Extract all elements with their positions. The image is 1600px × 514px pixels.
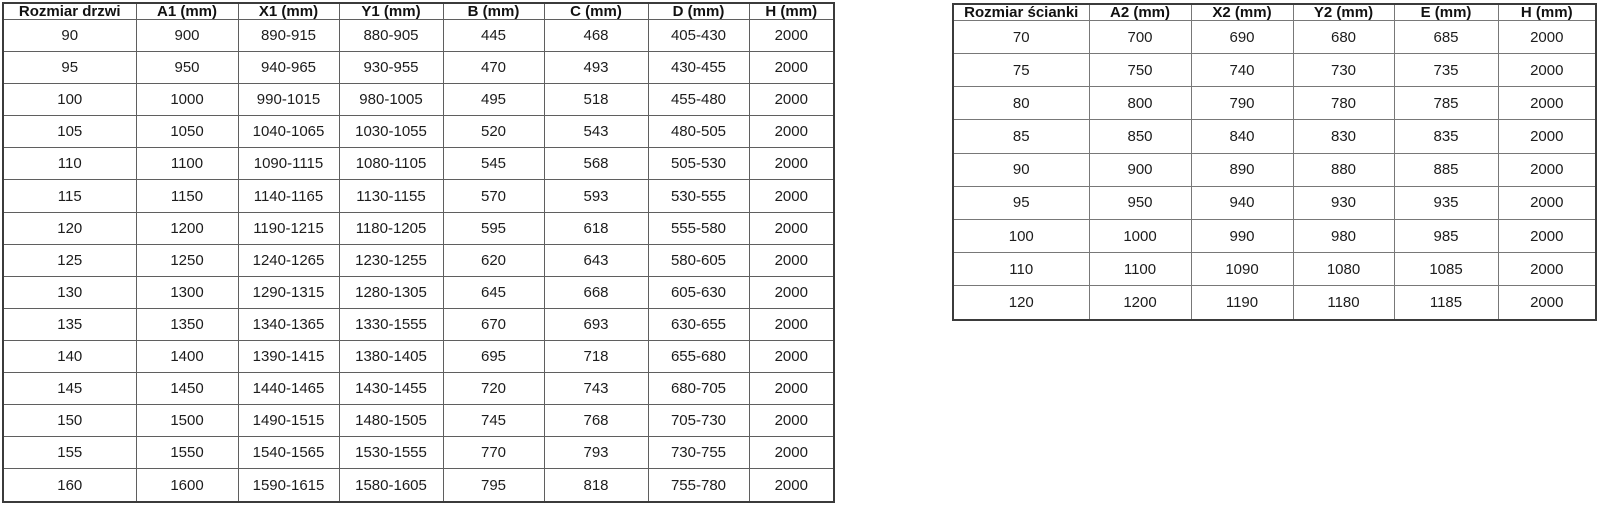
- column-header: D (mm): [648, 3, 749, 20]
- table-cell: 643: [544, 244, 648, 276]
- table-cell: 1390-1415: [238, 340, 339, 372]
- table-cell: 90: [3, 20, 136, 52]
- table-row: [3, 180, 834, 212]
- table-row: [953, 21, 1596, 54]
- table-cell: 1300: [136, 276, 238, 308]
- table-cell: 755-780: [648, 469, 749, 502]
- table-cell: 1330-1555: [339, 308, 443, 340]
- table-cell: 495: [443, 84, 544, 116]
- table-cell: 693: [544, 308, 648, 340]
- column-header: Y1 (mm): [339, 3, 443, 20]
- table-cell: 543: [544, 116, 648, 148]
- table-cell: 1380-1405: [339, 340, 443, 372]
- table-cell: 1100: [136, 148, 238, 180]
- table-cell: 1480-1505: [339, 405, 443, 437]
- table-cell: 890: [1191, 153, 1293, 186]
- table-cell: 2000: [749, 405, 834, 437]
- column-header: A2 (mm): [1089, 4, 1191, 21]
- table-cell: 110: [953, 253, 1089, 286]
- table-cell: 125: [3, 244, 136, 276]
- table-cell: 690: [1191, 21, 1293, 54]
- table-cell: 840: [1191, 120, 1293, 153]
- table-row: [3, 20, 834, 52]
- table-cell: 950: [136, 52, 238, 84]
- table-cell: 730-755: [648, 437, 749, 469]
- table-cell: 2000: [749, 52, 834, 84]
- table-cell: 2000: [749, 116, 834, 148]
- table-cell: 900: [136, 20, 238, 52]
- table-cell: 2000: [749, 308, 834, 340]
- table-cell: 505-530: [648, 148, 749, 180]
- table-cell: 2000: [749, 469, 834, 502]
- table-cell: 140: [3, 340, 136, 372]
- table-cell: 830: [1293, 120, 1394, 153]
- table-row: [3, 469, 834, 502]
- table-cell: 520: [443, 116, 544, 148]
- table-cell: 1280-1305: [339, 276, 443, 308]
- table-cell: 630-655: [648, 308, 749, 340]
- table-cell: 1600: [136, 469, 238, 502]
- table-cell: 980-1005: [339, 84, 443, 116]
- table-cell: 730: [1293, 54, 1394, 87]
- table-cell: 110: [3, 148, 136, 180]
- column-header: A1 (mm): [136, 3, 238, 20]
- table-cell: 2000: [1498, 253, 1596, 286]
- table-cell: 95: [953, 186, 1089, 219]
- table-cell: 2000: [749, 437, 834, 469]
- table-row: [3, 116, 834, 148]
- table-cell: 2000: [1498, 286, 1596, 320]
- table-cell: 1080: [1293, 253, 1394, 286]
- door-size-table-container: [2, 2, 835, 503]
- table-cell: 695: [443, 340, 544, 372]
- table-cell: 135: [3, 308, 136, 340]
- table-cell: 2000: [1498, 21, 1596, 54]
- table-cell: 145: [3, 373, 136, 405]
- table-cell: 1550: [136, 437, 238, 469]
- table-cell: 1040-1065: [238, 116, 339, 148]
- table-cell: 95: [3, 52, 136, 84]
- table-cell: 480-505: [648, 116, 749, 148]
- table-cell: 618: [544, 212, 648, 244]
- table-cell: 2000: [1498, 120, 1596, 153]
- table-cell: 2000: [1498, 87, 1596, 120]
- table-cell: 1540-1565: [238, 437, 339, 469]
- table-cell: 530-555: [648, 180, 749, 212]
- table-cell: 2000: [749, 20, 834, 52]
- table-cell: 655-680: [648, 340, 749, 372]
- table-cell: 2000: [1498, 54, 1596, 87]
- table-cell: 1250: [136, 244, 238, 276]
- table-cell: 150: [3, 405, 136, 437]
- column-header: Y2 (mm): [1293, 4, 1394, 21]
- wall-size-table-container: [952, 3, 1597, 321]
- table-cell: 75: [953, 54, 1089, 87]
- table-cell: 1130-1155: [339, 180, 443, 212]
- table-row: [3, 340, 834, 372]
- table-cell: 950: [1089, 186, 1191, 219]
- table-cell: 1290-1315: [238, 276, 339, 308]
- table-cell: 2000: [749, 148, 834, 180]
- table-cell: 100: [3, 84, 136, 116]
- table-cell: 880: [1293, 153, 1394, 186]
- table-cell: 880-905: [339, 20, 443, 52]
- table-row: [953, 253, 1596, 286]
- table-cell: 990: [1191, 219, 1293, 252]
- table-cell: 2000: [1498, 219, 1596, 252]
- table-cell: 743: [544, 373, 648, 405]
- table-cell: 793: [544, 437, 648, 469]
- table-cell: 470: [443, 52, 544, 84]
- table-cell: 620: [443, 244, 544, 276]
- table-cell: 155: [3, 437, 136, 469]
- table-cell: 990-1015: [238, 84, 339, 116]
- column-header: Rozmiar drzwi: [3, 3, 136, 20]
- table-cell: 445: [443, 20, 544, 52]
- table-cell: 1400: [136, 340, 238, 372]
- table-cell: 1200: [136, 212, 238, 244]
- table-cell: 580-605: [648, 244, 749, 276]
- table-row: [3, 52, 834, 84]
- column-header: C (mm): [544, 3, 648, 20]
- table-cell: 705-730: [648, 405, 749, 437]
- table-cell: 1085: [1394, 253, 1498, 286]
- table-cell: 2000: [749, 180, 834, 212]
- table-cell: 680: [1293, 21, 1394, 54]
- table-cell: 1440-1465: [238, 373, 339, 405]
- table-cell: 545: [443, 148, 544, 180]
- table-row: [3, 212, 834, 244]
- table-cell: 940: [1191, 186, 1293, 219]
- table-cell: 800: [1089, 87, 1191, 120]
- table-row: [953, 186, 1596, 219]
- wall-size-table: [952, 3, 1597, 321]
- table-cell: 1080-1105: [339, 148, 443, 180]
- header-row: [3, 3, 834, 20]
- table-cell: 2000: [749, 276, 834, 308]
- table-cell: 1190-1215: [238, 212, 339, 244]
- table-cell: 1090: [1191, 253, 1293, 286]
- table-cell: 80: [953, 87, 1089, 120]
- table-cell: 70: [953, 21, 1089, 54]
- table-cell: 90: [953, 153, 1089, 186]
- table-cell: 493: [544, 52, 648, 84]
- table-cell: 85: [953, 120, 1089, 153]
- table-cell: 1030-1055: [339, 116, 443, 148]
- table-cell: 105: [3, 116, 136, 148]
- table-cell: 795: [443, 469, 544, 502]
- table-row: [3, 437, 834, 469]
- table-cell: 735: [1394, 54, 1498, 87]
- header-row: [953, 4, 1596, 21]
- table-cell: 570: [443, 180, 544, 212]
- table-cell: 568: [544, 148, 648, 180]
- table-cell: 2000: [749, 212, 834, 244]
- table-cell: 890-915: [238, 20, 339, 52]
- table-cell: 940-965: [238, 52, 339, 84]
- table-cell: 1580-1605: [339, 469, 443, 502]
- table-cell: 768: [544, 405, 648, 437]
- table-cell: 835: [1394, 120, 1498, 153]
- column-header: Rozmiar ścianki: [953, 4, 1089, 21]
- table-cell: 130: [3, 276, 136, 308]
- table-cell: 900: [1089, 153, 1191, 186]
- table-cell: 1350: [136, 308, 238, 340]
- table-cell: 850: [1089, 120, 1191, 153]
- table-cell: 2000: [1498, 153, 1596, 186]
- table-cell: 1000: [1089, 219, 1191, 252]
- table-cell: 1180-1205: [339, 212, 443, 244]
- table-cell: 668: [544, 276, 648, 308]
- table-cell: 718: [544, 340, 648, 372]
- table-cell: 1240-1265: [238, 244, 339, 276]
- table-cell: 1530-1555: [339, 437, 443, 469]
- table-cell: 885: [1394, 153, 1498, 186]
- table-cell: 818: [544, 469, 648, 502]
- table-cell: 1190: [1191, 286, 1293, 320]
- column-header: X2 (mm): [1191, 4, 1293, 21]
- table-cell: 985: [1394, 219, 1498, 252]
- table-cell: 120: [953, 286, 1089, 320]
- table-cell: 1150: [136, 180, 238, 212]
- table-row: [3, 276, 834, 308]
- table-row: [3, 148, 834, 180]
- table-row: [3, 373, 834, 405]
- table-cell: 1340-1365: [238, 308, 339, 340]
- table-cell: 700: [1089, 21, 1191, 54]
- table-cell: 1200: [1089, 286, 1191, 320]
- table-row: [953, 219, 1596, 252]
- table-cell: 780: [1293, 87, 1394, 120]
- table-cell: 555-580: [648, 212, 749, 244]
- table-cell: 930: [1293, 186, 1394, 219]
- table-cell: 1000: [136, 84, 238, 116]
- table-row: [3, 244, 834, 276]
- table-cell: 100: [953, 219, 1089, 252]
- table-cell: 405-430: [648, 20, 749, 52]
- table-cell: 935: [1394, 186, 1498, 219]
- table-cell: 680-705: [648, 373, 749, 405]
- table-cell: 790: [1191, 87, 1293, 120]
- table-row: [953, 286, 1596, 320]
- table-cell: 720: [443, 373, 544, 405]
- column-header: H (mm): [749, 3, 834, 20]
- table-cell: 1500: [136, 405, 238, 437]
- table-cell: 2000: [749, 340, 834, 372]
- table-cell: 745: [443, 405, 544, 437]
- table-row: [953, 153, 1596, 186]
- table-row: [3, 84, 834, 116]
- table-cell: 685: [1394, 21, 1498, 54]
- table-row: [3, 308, 834, 340]
- table-cell: 785: [1394, 87, 1498, 120]
- table-cell: 1180: [1293, 286, 1394, 320]
- table-row: [953, 87, 1596, 120]
- table-cell: 605-630: [648, 276, 749, 308]
- table-cell: 2000: [1498, 186, 1596, 219]
- column-header: B (mm): [443, 3, 544, 20]
- table-cell: 1590-1615: [238, 469, 339, 502]
- column-header: E (mm): [1394, 4, 1498, 21]
- table-cell: 2000: [749, 244, 834, 276]
- table-cell: 593: [544, 180, 648, 212]
- table-cell: 1140-1165: [238, 180, 339, 212]
- table-cell: 1185: [1394, 286, 1498, 320]
- table-cell: 645: [443, 276, 544, 308]
- table-cell: 1230-1255: [339, 244, 443, 276]
- table-cell: 595: [443, 212, 544, 244]
- table-cell: 2000: [749, 373, 834, 405]
- table-cell: 120: [3, 212, 136, 244]
- table-cell: 1050: [136, 116, 238, 148]
- table-cell: 160: [3, 469, 136, 502]
- table-cell: 1490-1515: [238, 405, 339, 437]
- table-cell: 518: [544, 84, 648, 116]
- table-cell: 980: [1293, 219, 1394, 252]
- column-header: H (mm): [1498, 4, 1596, 21]
- table-cell: 468: [544, 20, 648, 52]
- table-cell: 670: [443, 308, 544, 340]
- table-row: [953, 54, 1596, 87]
- table-cell: 1450: [136, 373, 238, 405]
- table-cell: 770: [443, 437, 544, 469]
- table-cell: 750: [1089, 54, 1191, 87]
- table-cell: 2000: [749, 84, 834, 116]
- table-cell: 1100: [1089, 253, 1191, 286]
- table-cell: 430-455: [648, 52, 749, 84]
- table-cell: 1430-1455: [339, 373, 443, 405]
- table-cell: 115: [3, 180, 136, 212]
- table-cell: 455-480: [648, 84, 749, 116]
- table-row: [3, 405, 834, 437]
- table-cell: 930-955: [339, 52, 443, 84]
- table-cell: 740: [1191, 54, 1293, 87]
- table-row: [953, 120, 1596, 153]
- column-header: X1 (mm): [238, 3, 339, 20]
- table-cell: 1090-1115: [238, 148, 339, 180]
- door-size-table: [2, 2, 835, 503]
